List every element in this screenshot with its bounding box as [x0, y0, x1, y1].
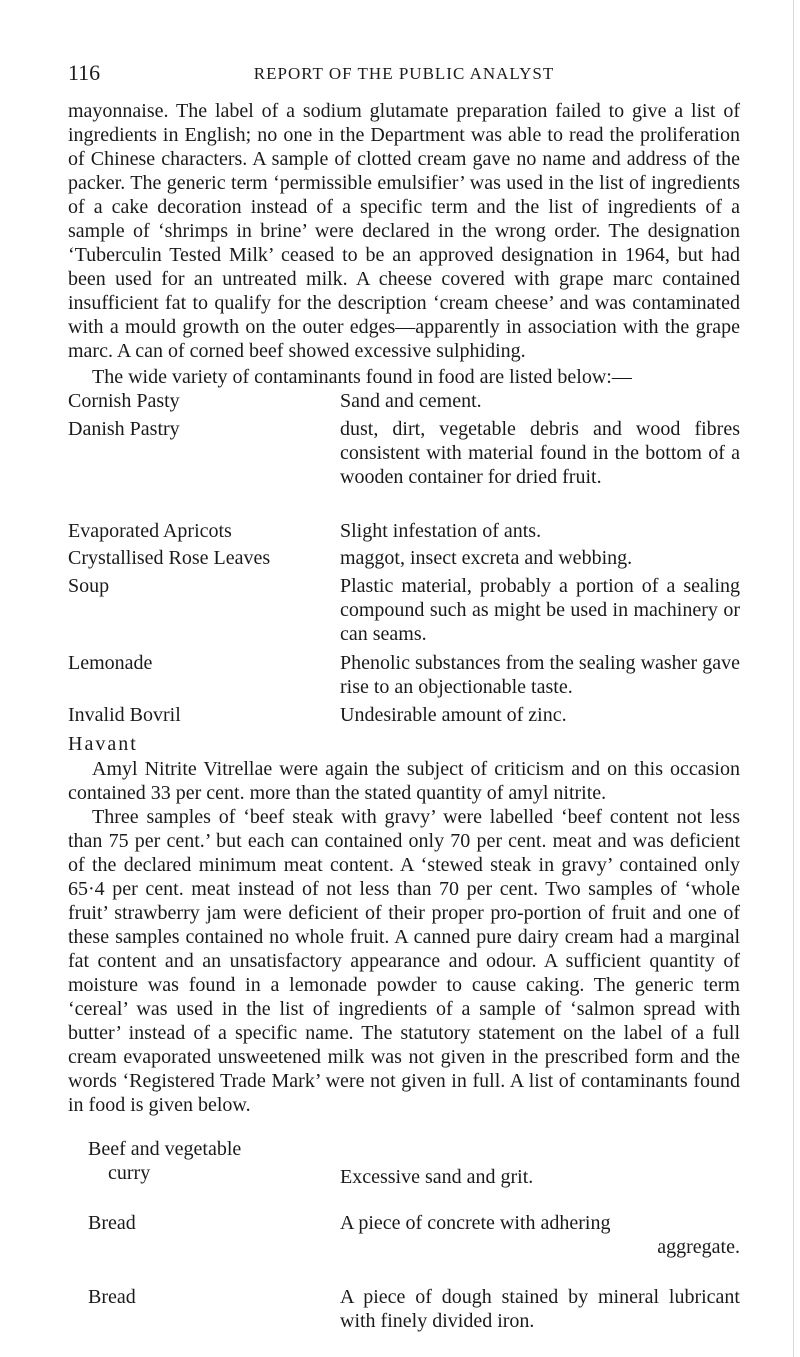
contaminant-description: Excessive sand and grit.	[340, 1166, 534, 1188]
contaminant-description: Undesirable amount of zinc.	[340, 704, 567, 726]
food-item-line: Beef and vegetable	[88, 1138, 242, 1160]
contaminant-description-line: aggregate.	[657, 1236, 740, 1258]
scan-edge	[793, 0, 794, 1357]
contaminant-description: Slight infestation of ants.	[340, 520, 542, 542]
contaminant-description	[340, 1211, 740, 1259]
food-item: Cornish Pasty	[68, 390, 180, 412]
contaminant-description: Phenolic substances from the sealing washer gave rise to an objectionable taste.	[340, 652, 740, 698]
food-item: Bread	[88, 1286, 136, 1308]
food-item-line: curry	[108, 1162, 151, 1184]
page-number: 116	[68, 60, 101, 85]
contaminant-description: maggot, insect excreta and webbing.	[340, 547, 633, 569]
food-item: Crystallised Rose Leaves	[68, 547, 271, 569]
contaminant-description-line: A piece of concrete with adhering	[340, 1212, 611, 1234]
paragraph-meat-content: Three samples of ‘beef steak with gravy’ were labelled ‘beef content not less than 75 per cent.’ but each can contained only 70 per cent. meat and was deficient of the declared minimum meat content. A ‘stewed steak in gravy’ contained only 65·4 per cent. meat instead of not less than 70 per cent. Two samples of ‘whole fruit’ strawberry jam were deficient of their proper pro-portion of fruit and one of these samples contained no whole fruit. A canned pure dairy cream had a marginal fat content and an unsatisfactory appearance and odour. A sufficient quantity of moisture was found in a lemonade powder to cause caking. The generic term ‘cereal’ was used in the list of ingredients of a sample of ‘salmon spread with butter’ instead of a specific name. The statutory statement on the label of a full cream evaporated unsweetened milk was not given in the prescribed form and the words ‘Registered Trade Mark’ were not given in full. A list of contaminants found in food is given below.	[68, 806, 740, 1116]
food-item: Danish Pastry	[68, 418, 180, 440]
food-item: Soup	[68, 575, 110, 597]
paragraph-contaminants-intro: The wide variety of contaminants found in food are listed below:—	[92, 366, 632, 388]
food-item: Evaporated Apricots	[68, 520, 232, 542]
food-item: Lemonade	[68, 652, 153, 674]
paragraph-amyl-nitrite: Amyl Nitrite Vitrellae were again the subject of criticism and on this occasion contained 33 per cent. more than the stated quantity of amyl nitrite.	[68, 758, 740, 804]
contaminant-description: Plastic material, probably a portion of a sealing compound such as might be used in machinery or can seams.	[340, 575, 740, 645]
page-header	[68, 60, 740, 84]
contaminant-description: Sand and cement.	[340, 390, 482, 412]
contaminant-description: dust, dirt, vegetable debris and wood fibres consistent with material found in the bottom of a wooden container for dried fruit.	[340, 418, 740, 488]
section-heading: Havant	[68, 733, 138, 755]
food-item: Bread	[88, 1212, 136, 1234]
running-title: REPORT OF THE PUBLIC ANALYST	[253, 64, 555, 83]
contaminant-description: A piece of dough stained by mineral lubricant with finely divided iron.	[340, 1286, 740, 1332]
paragraph-labelling-faults: mayonnaise. The label of a sodium glutamate preparation failed to give a list of ingredients in English; no one in the Department was able to read the proliferation of Chinese characters. A sample of clotted cream gave no name and address of the packer. The generic term ‘permissible emulsifier’ was used in the list of ingredients of a cake decoration instead of a specific term and the list of ingredients of a sample of ‘shrimps in brine’ were declared in the wrong order. The designation ‘Tuberculin Tested Milk’ ceased to be an approved designation in 1964, but had been used for an untreated milk. A cheese covered with grape marc contained insufficient fat to qualify for the description ‘cream cheese’ and was contaminated with a mould growth on the outer edges—apparently in association with the grape marc. A can of corned beef showed excessive sulphiding.	[68, 100, 740, 362]
food-item	[88, 1137, 298, 1185]
food-item: Invalid Bovril	[68, 704, 181, 726]
